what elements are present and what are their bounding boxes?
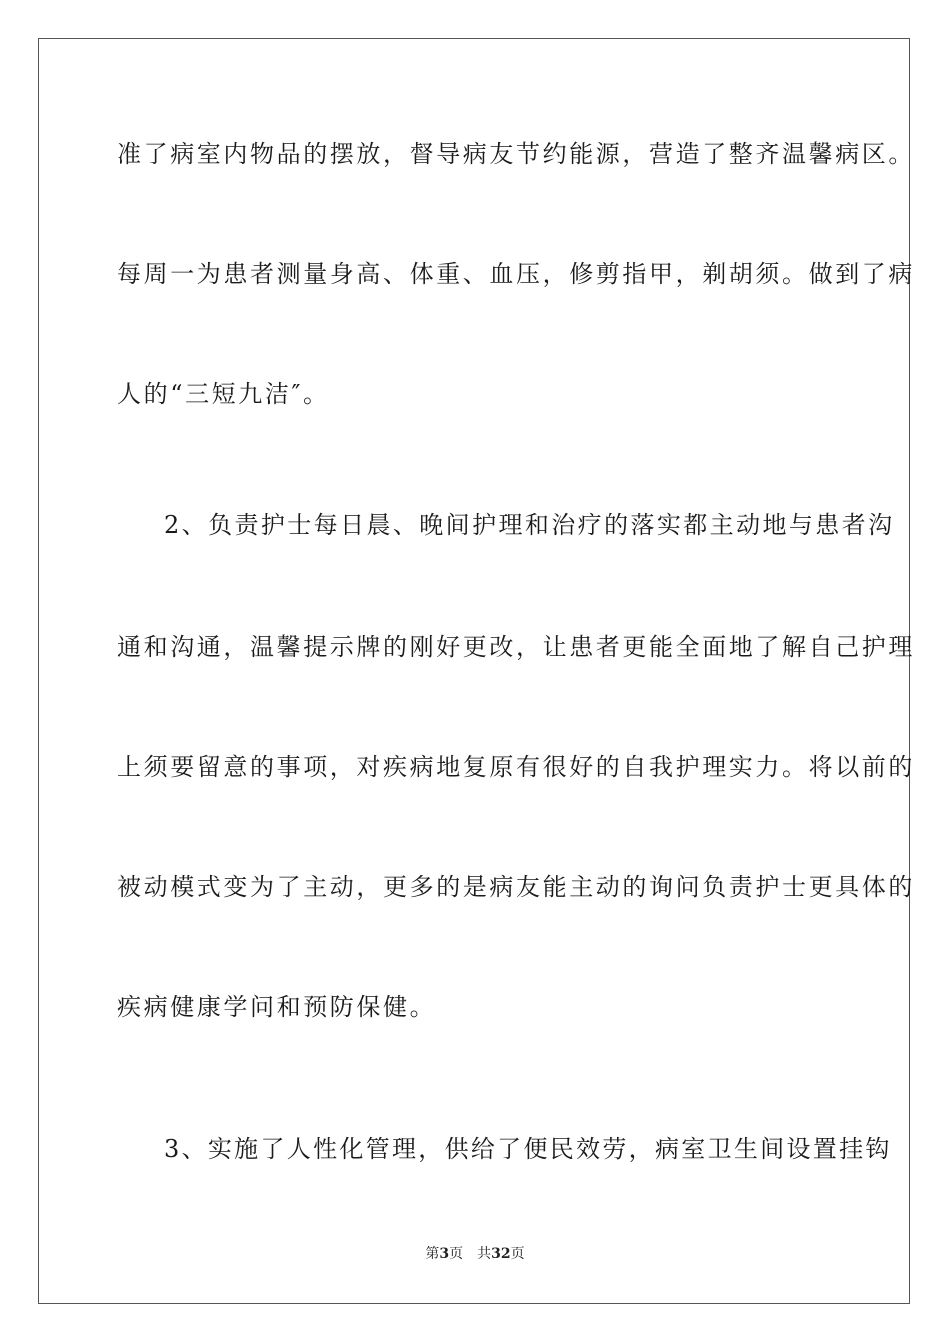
paragraph-line-3: 人的“三短九洁″。 (117, 380, 330, 408)
paragraph-line-8: 疾病健康学问和预防保健。 (117, 993, 437, 1021)
paragraph-line-2: 每周一为患者测量身高、体重、血压，修剪指甲，剃胡须。做到了病 (117, 260, 915, 288)
footer-page-number: 3 (439, 1246, 450, 1262)
footer-total-suffix: 页 (510, 1246, 525, 1262)
paragraph-line-6: 上须要留意的事项，对疾病地复原有很好的自我护理实力。将以前的 (117, 753, 915, 781)
paragraph-line-5: 通和沟通，温馨提示牌的刚好更改，让患者更能全面地了解自己护理 (117, 633, 915, 661)
footer-page-prefix: 第 (425, 1246, 440, 1262)
page-border (38, 38, 915, 1304)
footer-total-pages: 32 (491, 1246, 511, 1262)
paragraph-line-1: 准了病室内物品的摆放，督导病友节约能源，营造了整齐温馨病区。 (117, 140, 915, 168)
paragraph-line-7: 被动模式变为了主动，更多的是病友能主动的询问负责护士更具体的 (117, 873, 915, 901)
footer-page-suffix: 页 (449, 1246, 464, 1262)
paragraph-line-4: 2、负责护士每日晨、晚间护理和治疗的落实都主动地与患者沟 (164, 511, 895, 539)
footer-total-prefix: 共 (477, 1246, 492, 1262)
paragraph-line-9: 3、实施了人性化管理，供给了便民效劳，病室卫生间设置挂钩 (164, 1135, 892, 1163)
page-footer (0, 1245, 950, 1263)
